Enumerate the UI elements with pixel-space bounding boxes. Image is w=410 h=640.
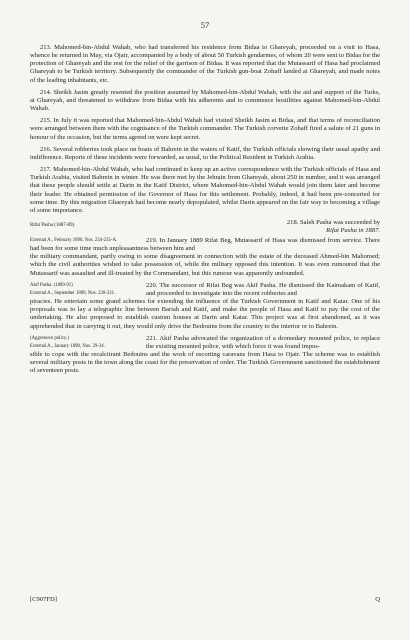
sidenote-220-a: Akif Pasha. (1889-91)	[30, 282, 73, 288]
sidenote-220-b: External A., September 1889, Nos. 220-221.	[30, 290, 116, 296]
rifat-heading	[30, 219, 380, 237]
paragraph-text: 213. Mahomed-bin-Abdul Wahab, who had transferred his residence from Bidaa to Ghareyah, proceeded on a visit to Hasa, whence he returned in May, via Ojair, accompanied by a body of about 50 Turkish gendarmes, of whom 20 were sent to Bidaa for the protection of Ghareyah and the rest for the relief of the garrison of Bidaa. It was reported that the Mutassarif of Hasa had proclaimed Ghareyah to be Turkish territory. Subsequently the commander of the Turkish gun-boat Zohaff landed at Ghareyah, and made notes of the leading inhabitants, etc.	[30, 44, 380, 84]
paragraph-213	[30, 44, 380, 85]
sidenote-221-b: External A., January 1890, Nos. 29-34.	[30, 343, 105, 349]
body-text	[30, 44, 380, 379]
sidenote-219: External A., February 1890, Nos. 234-235-A.	[30, 237, 118, 243]
paragraph-216	[30, 146, 380, 162]
page-number: 57	[200, 20, 210, 30]
sidenote-221	[30, 335, 140, 351]
footer-code: [C907FD]	[30, 596, 57, 603]
paragraph-218-line1: 218. Saleh Pasha was succeeded by	[286, 218, 380, 226]
paragraph-217	[30, 166, 380, 215]
rifat-sidenote: Rifat Pasha (1887-89).	[30, 222, 76, 228]
paragraph-219-b: the military commandant, partly owing to some disagreement in connection with the estate of the deceased Ahmed-bin Mahomed; which the civil authorities wished to take possession of, while the military opposed this intention. It was even rumoured that the Mutassarif was assaulted and ill-treated by the Commandant, but this rumour was apparently unfounded.	[30, 253, 380, 277]
paragraph-219-a: 219. In January 1889 Rifat Beg, Mutassarif of Hasa was dismissed from service. There had been for some time much unpleasantness between him and	[30, 236, 380, 253]
paragraph-219	[30, 237, 380, 278]
paragraph-220-b: piracies. He entertain some grand schemes for extending the influence of the Turkish Government in Katif and Katar. One of his proposals was to lay a telegraphic line between Bariah and Katif, and make the people of Hasa and Katif to pay the cost of the undertaking. He also proposed to establish custom houses at Darin and Katar. This project was at first abandoned, as it was apprehended that in carrying it out, they would only drive the Bedouins from the country to the interior or to Bahrein.	[30, 298, 380, 330]
paragraph-214	[30, 89, 380, 113]
paragraph-221-a: 221. Akif Pasha advocated the organization of a dromedary mounted police, to replace the existing mounted police, with which force it was found impos-	[146, 334, 380, 350]
paragraph-218-line2: Rifat Pasha in 1887.	[326, 226, 380, 234]
sidenote-220	[30, 282, 140, 298]
paragraph-221	[30, 335, 380, 376]
paragraph-220	[30, 282, 380, 331]
paragraph-221-b: sible to cope with the recalcitrant Bedouins and the work of escorting caravans from Hasa to Ojair. The scheme was to establish several military posts in the town along the coast for the preservation of order. The Turkish Government sanctioned the establishment of seventeen posts.	[30, 351, 380, 375]
footer-signature: Q	[375, 596, 380, 603]
page-footer	[30, 596, 380, 603]
paragraph-text: 214. Sheikh Jasim greatly resented the position assumed by Mahomed-bin-Abdul Wahab, with the aid and support of the Turks, at Ghareyah, and threatened to withdraw from Bidaa with his adherents and to commence hostilities against Mahomed-bin-Abdul Wahab.	[30, 88, 380, 113]
paragraph-220-a: 220. The successor of Rifat Beg was Akif Pasha. He dismissed the Kaimakam of Katif, and proceeded to investigate into the recent robberies and	[146, 281, 380, 297]
sidenote-221-a: (Aggressive policy.)	[30, 335, 69, 341]
paragraph-text: 217. Mahomed-bin-Abdul Wahab, who had continued to keep up an active correspondence with the Turkish officials of Hasa and Turkish Arabia, visited Bahrein in winter. He was there met by the Jehrain from Ghareyah, about 250 in number, and it was arranged that these people should settle at Darin in the Katif District, where Mahomed-bin-Abdul Wahab would join them later and become their leader. He obtained permission of the Governor of Hasa for this settlement. Probably, indeed, it had been pre-concerted for some time. By this migration Ghareyah had become nearly depopulated, whilst Darin appeared on the fair way to becoming a village of some importance.	[30, 166, 380, 214]
paragraph-text: 216. Several robberies took place on boats of Bahrein in the waters of Katif, the Turkish officials showing their usual apathy and indifference. Reports of these incidents were forwarded, as usual, to the Political Resident in Turkish Arabia.	[30, 145, 380, 161]
paragraph-text: 215. In July it was reported that Mahomed-bin-Abdul Wahab had visited Sheikh Jasim at Bidaa, and that terms of reconciliation were arranged between them with the cognisance of the Turkish commander. The Turkish corvette Zohaff fired a salute of 21 guns in honour of the occasion, but the terms agreed on were kept secret.	[30, 117, 380, 141]
paragraph-215	[30, 117, 380, 141]
